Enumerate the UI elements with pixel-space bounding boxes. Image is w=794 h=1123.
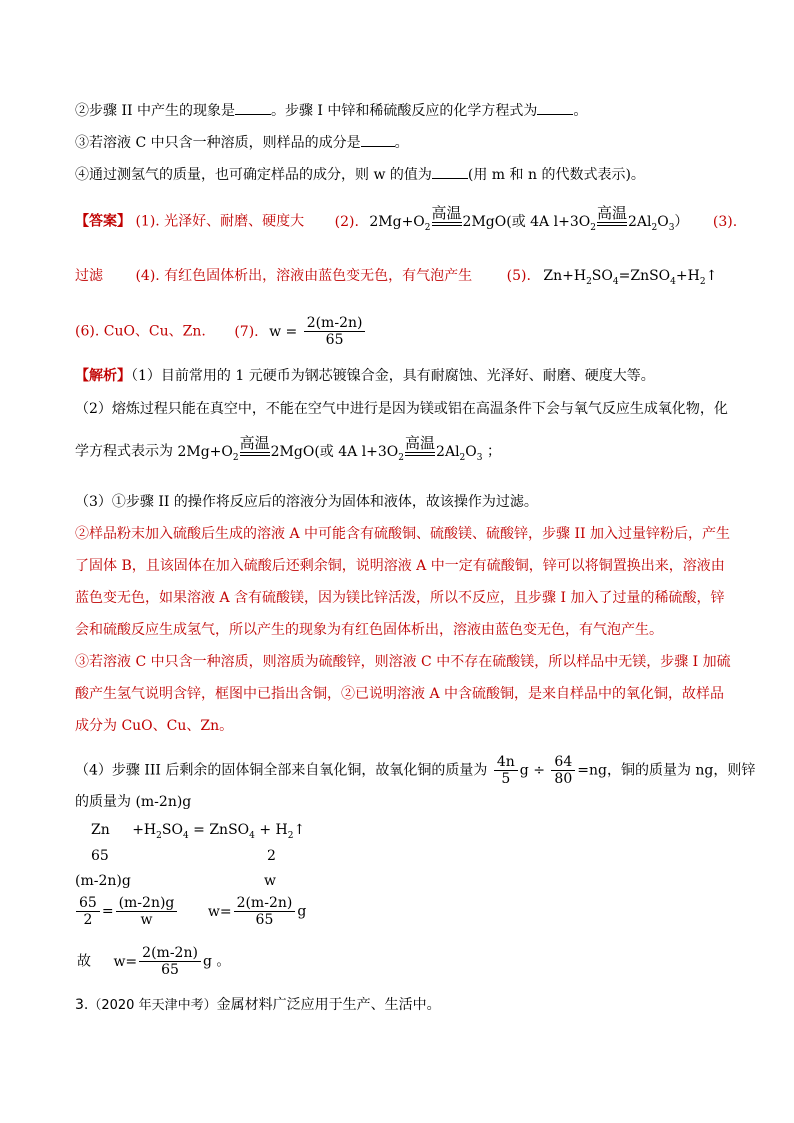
cond-text: 高温: [239, 434, 270, 452]
analysis-text: g ÷: [519, 762, 545, 779]
eq-text: ）: [674, 213, 689, 230]
analysis-line-4: [75, 492, 538, 512]
next-question: [75, 995, 441, 1016]
answer-blank: [537, 100, 573, 115]
eq-text: (或 4A l+3O: [506, 213, 591, 230]
fraction-w-final: [139, 945, 201, 978]
analysis-tag: 【解析】: [75, 368, 131, 384]
q-text: ②步骤 II 中产生的现象是: [75, 103, 235, 119]
frac-denominator: 2: [83, 912, 93, 928]
fraction-m2n-w: [116, 895, 178, 928]
answer-blank: [432, 164, 468, 179]
answer-part-2-label: (2).: [334, 213, 359, 230]
condition-high-temp: [405, 435, 435, 456]
condition-high-temp: [432, 205, 462, 226]
eq-sub: 3: [668, 222, 675, 233]
answer-blank: [235, 100, 271, 115]
frac-numerator: 2(m-2n): [139, 945, 201, 962]
analysis-line-2: [75, 399, 728, 419]
eq-sub: 2: [287, 830, 294, 841]
calc-therefore: 故: [77, 953, 91, 970]
eq-sub: 2: [586, 276, 592, 287]
eq-sign: [240, 452, 270, 456]
fraction-4n-5: [494, 754, 518, 787]
eq-sign: [405, 452, 435, 456]
frac-numerator: 65: [76, 895, 100, 912]
calc-row-equation: [91, 822, 305, 841]
eq-text: Zn+H: [543, 268, 587, 284]
eq-text: 2Mg+O: [369, 213, 425, 230]
answer-part-5-label: (5).: [506, 268, 531, 284]
frac-numerator: 2(m-2n): [234, 895, 296, 912]
eq-sub: 4: [182, 830, 189, 841]
calc-zn: Zn: [91, 822, 110, 838]
cond-text: 高温: [405, 434, 436, 452]
frac-denominator: 80: [554, 771, 573, 787]
q-text: (用 m 和 n 的代数式表示)。: [467, 167, 645, 183]
analysis-line-11: [75, 716, 233, 736]
eq-text: 2Al: [627, 213, 652, 230]
analysis-text: =ng，铜的质量为 ng，则锌: [577, 762, 756, 779]
eq-sub: 2: [699, 276, 706, 287]
answer-line-2: [75, 266, 717, 292]
frac-numerator: (m-2n)g: [116, 895, 178, 912]
question-number: 3.: [75, 997, 89, 1013]
analysis-text: ③若溶液 C 中只含一种溶质，则溶质为硫酸锌，则溶液 C 中不存在硫酸镁，所以样品中无镁，步骤 I 加硫: [75, 654, 731, 670]
eq-text: SO: [161, 822, 183, 838]
question-line-2: [75, 100, 587, 121]
analysis-text: 蓝色变无色，如果溶液 A 含有硫酸镁，因为镁比锌活泼，所以不反应，且步骤 I 加入了过量的稀硫酸，锌: [75, 590, 725, 606]
analysis-text: 酸产生氢气说明含锌，框图中已指出含铜，②已说明溶液 A 中含硫酸铜，是来自样品中的氧化铜，故样品: [75, 686, 725, 702]
equation-mg-al-repeat: [177, 434, 487, 463]
analysis-line-1: [75, 366, 655, 386]
eq-sub: 2: [424, 222, 431, 233]
eq-sign: [432, 222, 462, 226]
answer-part-7-label: (7).: [234, 323, 259, 340]
eq-sub: 2: [156, 830, 162, 841]
w-formula-fraction: [304, 315, 366, 348]
analysis-line-10: [75, 684, 724, 704]
calc-mass-w: w: [264, 873, 276, 889]
frac-denominator: w: [140, 912, 153, 928]
cond-text: 高温: [596, 204, 627, 222]
calc-w-eq: w=: [207, 903, 232, 920]
w-formula-lhs: w =: [269, 323, 298, 340]
answer-tag: 【答案】: [75, 213, 131, 230]
analysis-text: ②样品粉末加入硫酸后生成的溶液 A 中可能含有硫酸铜、硫酸镁、硫酸锌，步骤 II 加入过量锌粉后，产生: [75, 526, 730, 542]
eq-sub: 2: [590, 222, 596, 233]
analysis-text: （1）目前常用的 1 元硬币为钢芯镀镍合金，具有耐腐蚀、光泽好、耐磨、硬度大等。: [131, 368, 655, 384]
calc-w-eq: w=: [113, 953, 138, 970]
eq-text: =ZnSO: [618, 268, 671, 284]
frac-numerator: 2(m-2n): [304, 315, 366, 332]
eq-text: SO: [591, 268, 613, 284]
eq-text: = ZnSO: [188, 822, 250, 838]
eq-text: 2Al: [436, 443, 460, 460]
answer-part-1: (1). 光泽好、耐磨、硬度大: [135, 213, 305, 230]
eq-text: +H: [675, 268, 700, 284]
eq-text: O: [465, 443, 477, 460]
analysis-line-5: [75, 524, 730, 544]
frac-denominator: 65: [161, 962, 179, 978]
analysis-text: 会和硫酸反应生成氢气，所以产生的现象为有红色固体析出，溶液由蓝色变无色，有气泡产生。: [75, 622, 663, 638]
gas-arrow: ↑: [705, 268, 718, 284]
answer-part-6: (6). CuO、Cu、Zn.: [75, 323, 206, 340]
analysis-text: （2）熔炼过程只能在真空中，不能在空气中进行是因为镁或铝在高温条件下会与氧气反应生成氧化物，化: [75, 401, 728, 417]
answer-part-4: (4). 有红色固体析出，溶液由蓝色变无色，有气泡产生: [135, 268, 473, 284]
fraction-64-80: [551, 754, 575, 787]
eq-text: 2MgO: [462, 213, 507, 230]
calc-proportion-row: $\frac{65}{2}$ = $\frac{(m-2n)g}{w}$ w= $\frac{2(m-2n)}{65}$ g: [74, 895, 306, 928]
q-text: ③若溶液 C 中只含一种溶质，则样品的成分是: [75, 135, 361, 151]
eq-text: (或 4A l+3O: [314, 443, 399, 460]
eq-text: 2Mg+O: [177, 443, 233, 460]
question-source: （2020 年天津中考）: [88, 998, 217, 1013]
eq-sign: [597, 222, 627, 226]
eq-sub: 4: [670, 276, 676, 287]
answer-line-1: [75, 204, 738, 237]
condition-high-temp: [240, 435, 270, 456]
analysis-text: 学方程式表示为: [75, 443, 173, 460]
gas-arrow: ↑: [293, 822, 306, 838]
calc-unit: g: [297, 903, 307, 920]
equation-mg-al: [369, 204, 693, 233]
analysis-line-7: [75, 588, 724, 608]
analysis-text: 的质量为 (m-2n)g: [75, 794, 192, 810]
analysis-line-3: [75, 434, 501, 467]
answer-part-3: 过滤: [75, 268, 103, 284]
answer-line-3: [75, 315, 367, 348]
frac-denominator: 65: [325, 332, 344, 348]
q-text: 。: [573, 103, 588, 119]
eq-text: +H: [132, 822, 157, 838]
calc-reaction: [132, 822, 306, 841]
eq-sub: 2: [459, 452, 466, 463]
analysis-line-12: [75, 754, 755, 787]
fraction-w-result: [234, 895, 296, 928]
analysis-text: 成分为 CuO、Cu、Zn。: [75, 718, 234, 734]
frac-denominator: 5: [501, 771, 511, 787]
calc-unit: g 。: [202, 953, 231, 970]
analysis-line-13: [75, 792, 191, 812]
analysis-text: 了固体 B，且该固体在加入硫酸后还剩余铜，说明溶液 A 中一定有硫酸铜，锌可以将铜置换出来，溶液由: [75, 558, 725, 574]
analysis-line-6: [75, 556, 725, 576]
equation-zn: [543, 268, 718, 287]
q-text: 。步骤 I 中锌和稀硫酸反应的化学方程式为: [270, 103, 538, 119]
fraction-65-2: [76, 895, 100, 928]
answer-blank: [361, 132, 395, 147]
analysis-line-8: [75, 620, 663, 640]
frac-numerator: 4n: [494, 754, 518, 771]
eq-sub: 2: [232, 452, 239, 463]
eq-sub: 3: [476, 452, 483, 463]
calc-conclusion-row: [77, 945, 230, 978]
eq-text: + H: [254, 822, 288, 838]
eq-text: 2MgO: [270, 443, 315, 460]
question-text: 金属材料广泛应用于生产、生活中。: [216, 997, 441, 1013]
eq-sub: 4: [612, 276, 619, 287]
analysis-text: ；: [486, 443, 501, 460]
frac-numerator: 64: [551, 754, 575, 771]
analysis-text: （4）步骤 III 后剩余的固体铜全部来自氧化铜，故氧化铜的质量为: [75, 762, 488, 779]
question-line-4: [75, 164, 645, 185]
eq-sub: 2: [398, 452, 405, 463]
eq-text: O: [657, 213, 669, 230]
analysis-line-9: [75, 652, 731, 672]
calc-molar-h2: 2: [267, 848, 276, 864]
calc-molar-zn: 65: [91, 848, 109, 864]
eq-sub: 2: [651, 222, 658, 233]
question-line-3: [75, 132, 409, 153]
cond-text: 高温: [431, 204, 462, 222]
q-text: ④通过测氢气的质量，也可确定样品的成分，则 w 的值为: [75, 167, 432, 183]
eq-sub: 4: [249, 830, 255, 841]
analysis-text: （3）①步骤 II 的操作将反应后的溶液分为固体和液体，故该操作为过滤。: [75, 494, 538, 510]
frac-denominator: 65: [255, 912, 274, 928]
calc-mass-zn: (m-2n)g: [75, 873, 131, 889]
q-text: 。: [394, 135, 409, 151]
condition-high-temp: [597, 205, 627, 226]
answer-part-3-label: (3).: [712, 213, 738, 230]
